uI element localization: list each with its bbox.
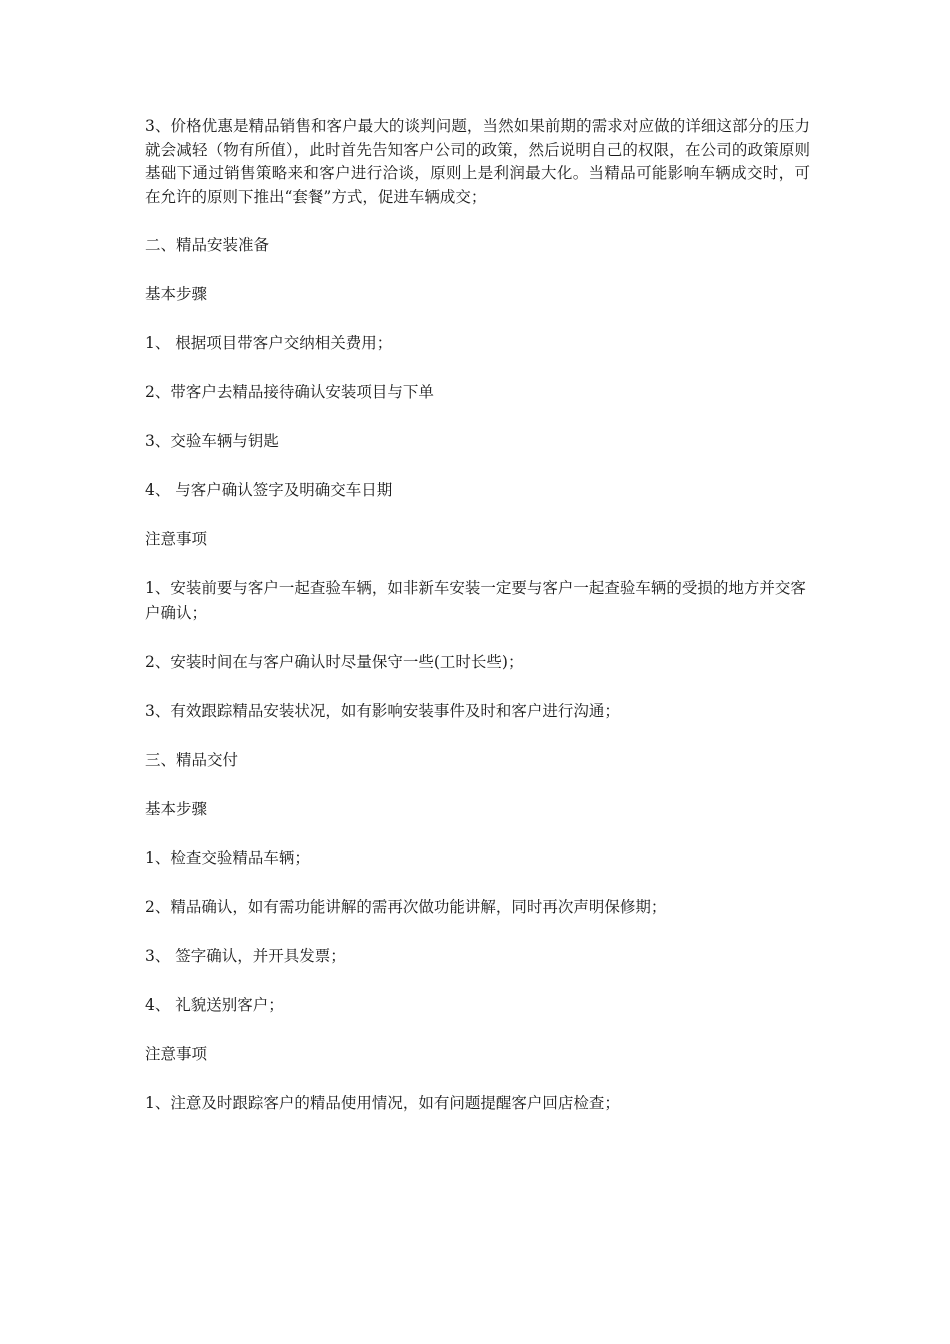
document-page bbox=[145, 115, 810, 1140]
list-item: 2、带客户去精品接待确认安装项目与下单 bbox=[145, 383, 434, 401]
list-item: 3、 签字确认，并开具发票； bbox=[145, 947, 346, 965]
list-item: 2、精品确认，如有需功能讲解的需再次做功能讲解，同时再次声明保修期； bbox=[145, 898, 667, 916]
list-item: 4、 礼貌送别客户； bbox=[145, 996, 284, 1014]
list-item: 4、 与客户确认签字及明确交车日期 bbox=[145, 481, 393, 499]
subheading-notes: 注意事项 bbox=[145, 530, 208, 548]
subheading-basic-steps: 基本步骤 bbox=[145, 285, 208, 303]
list-item: 2、安装时间在与客户确认时尽量保守一些(工时长些)； bbox=[145, 653, 524, 671]
section-heading-delivery: 三、精品交付 bbox=[145, 751, 239, 769]
list-item: 1、检查交验精品车辆； bbox=[145, 849, 310, 867]
list-item: 3、交验车辆与钥匙 bbox=[145, 432, 279, 450]
subheading-basic-steps: 基本步骤 bbox=[145, 800, 208, 818]
list-item: 3、有效跟踪精品安装状况，如有影响安装事件及时和客户进行沟通； bbox=[145, 702, 620, 720]
list-item: 1、安装前要与客户一起查验车辆，如非新车安装一定要与客户一起查验车辆的受损的地方并交客户确认； bbox=[145, 579, 806, 622]
price-discount-paragraph: 3、价格优惠是精品销售和客户最大的谈判问题，当然如果前期的需求对应做的详细这部分的压力就会减轻（物有所值），此时首先告知客户公司的政策，然后说明自己的权限，在公司的政策原则基础下通过销售策略来和客户进行洽谈，原则上是利润最大化。当精品可能影响车辆成交时，可在允许的原则下推出“套餐”方式，促进车辆成交； bbox=[145, 117, 810, 206]
section-heading-installation-prep: 二、精品安装准备 bbox=[145, 236, 270, 254]
list-item: 1、 根据项目带客户交纳相关费用； bbox=[145, 334, 393, 352]
list-item: 1、注意及时跟踪客户的精品使用情况，如有问题提醒客户回店检查； bbox=[145, 1094, 620, 1112]
subheading-notes: 注意事项 bbox=[145, 1045, 208, 1063]
